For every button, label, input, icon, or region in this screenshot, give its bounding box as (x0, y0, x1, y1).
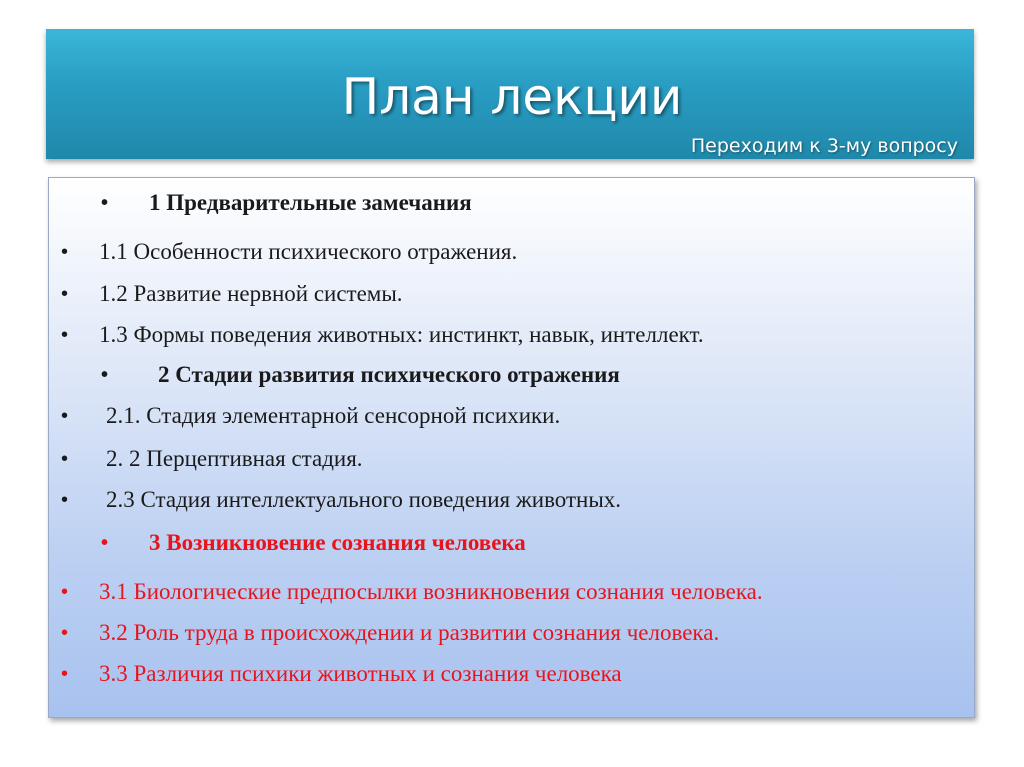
list-item (61, 618, 720, 648)
list-item-text: 1 Предварительные замечания (149, 190, 472, 215)
slide-title: План лекции (341, 68, 683, 126)
list-item (61, 279, 403, 309)
bullet-icon: • (61, 283, 69, 305)
bullet-icon: • (101, 364, 109, 386)
bullet-icon: • (61, 663, 69, 685)
bullet-icon: • (61, 622, 69, 644)
bullet-icon: • (61, 581, 69, 603)
list-item-text: 2.1. Стадия элементарной сенсорной психики. (106, 403, 561, 428)
list-item (61, 444, 363, 474)
list-item (101, 188, 472, 218)
content-box (48, 177, 975, 718)
bullet-icon: • (61, 489, 69, 511)
list-item-text: 3.2 Роль труда в происхождении и развитии сознания человека. (99, 620, 720, 645)
bullet-icon: • (61, 448, 69, 470)
bullet-icon: • (101, 192, 109, 214)
list-item (101, 528, 526, 558)
list-item-text: 1.3 Формы поведения животных: инстинкт, навык, интеллект. (99, 322, 704, 347)
list-item-text: 2. 2 Перцептивная стадия. (106, 446, 363, 471)
list-item (61, 659, 622, 689)
list-item-text: 3.1 Биологические предпосылки возникновения сознания человека. (99, 579, 763, 604)
bullet-icon: • (101, 532, 109, 554)
list-item (61, 320, 704, 350)
list-item (61, 485, 622, 515)
list-item (61, 577, 763, 607)
list-item-text: 1.2 Развитие нервной системы. (99, 281, 403, 306)
list-item (61, 237, 518, 267)
list-item-text: 3.3 Различия психики животных и сознания человека (99, 661, 622, 686)
bullet-icon: • (61, 241, 69, 263)
slide-subtitle: Переходим к 3-му вопросу (690, 135, 958, 157)
list-item-text: 1.1 Особенности психического отражения. (99, 239, 518, 264)
list-item-text: 3 Возникновение сознания человека (149, 530, 526, 555)
list-item-text: 2.3 Стадия интеллектуального поведения животных. (106, 487, 622, 512)
bullet-icon: • (61, 324, 69, 346)
list-item (101, 360, 620, 390)
list-item (61, 401, 561, 431)
bullet-icon: • (61, 405, 69, 427)
list-item-text: 2 Стадии развития психического отражения (158, 362, 620, 387)
